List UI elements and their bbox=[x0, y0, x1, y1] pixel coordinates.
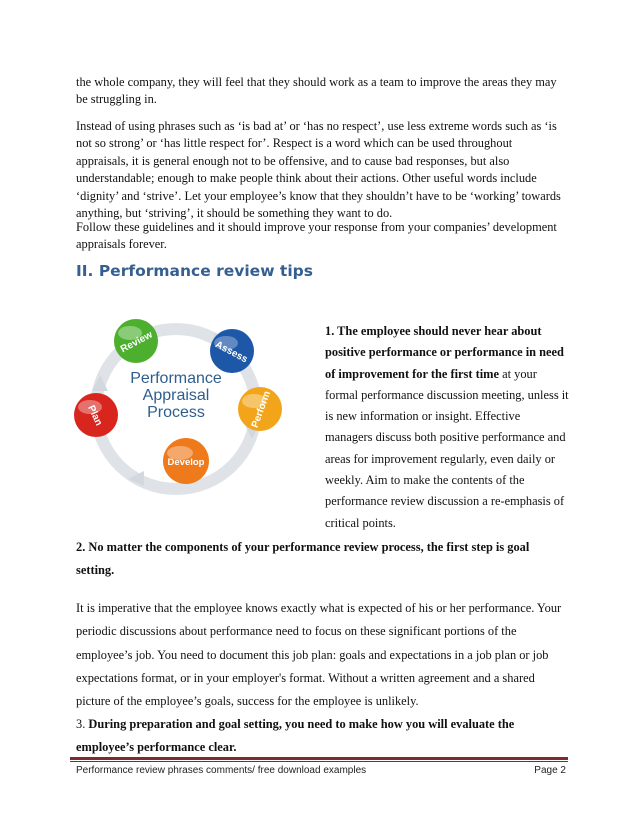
perform-label: Perform bbox=[249, 389, 274, 430]
performance-appraisal-diagram bbox=[64, 311, 294, 501]
tip-3-bold: During preparation and goal setting, you need to make how you will evaluate the employee’s performance clear. bbox=[76, 717, 515, 755]
stage-assess bbox=[210, 329, 254, 373]
diagram-title-line-1: Performance bbox=[130, 370, 222, 387]
stage-develop bbox=[163, 438, 209, 484]
stage-perform bbox=[238, 387, 282, 431]
page-footer bbox=[76, 765, 566, 776]
develop-label: Develop bbox=[167, 457, 205, 468]
tip-3 bbox=[76, 713, 568, 760]
paragraph-guidelines: Follow these guidelines and it should improve your response from your companies’ development appraisals forever. bbox=[76, 220, 557, 252]
tip-3-number: 3. bbox=[76, 717, 89, 731]
paragraph-respect: Instead of using phrases such as ‘is bad at’ or ‘has no respect’, use less extreme words such as ‘is not so strong’ or ‘has little respect for’. Respect is a word which can be used throughout appraisals, it is general enough not to be offensive, and to cause bad responses, but also understandable; enough to make people think about their actions. Other useful words include ‘dignity’ and ‘strive’. Let your employee’s know that they shouldn’t have to be ‘working’ towards anything, but ‘striving’, it should be something they want to do. bbox=[76, 119, 561, 221]
footer-rule bbox=[70, 757, 568, 760]
stage-plan bbox=[74, 393, 118, 437]
diagram-title-line-2: Appraisal bbox=[142, 387, 210, 404]
plan-label: Plan bbox=[85, 403, 105, 428]
footer-rule-thin bbox=[70, 761, 568, 762]
tip-1-bold: 1. The employee should never hear about positive performance or performance in need of improvement for the first time bbox=[325, 324, 564, 381]
tip-1 bbox=[325, 321, 570, 534]
tip-1-body: at your formal performance discussion meeting, unless it is new information or insight. Effective managers discuss both positive performance and areas for improvement regularly, even daily or weekly. Aim to make the contents of the performance review discussion a re-emphasis of critical points. bbox=[325, 366, 569, 530]
footer-title: Performance review phrases comments/ free download examples bbox=[76, 765, 367, 776]
review-label: Review bbox=[118, 329, 155, 356]
assess-label: Assess bbox=[213, 339, 250, 366]
section-heading: II. Performance review tips bbox=[76, 262, 313, 280]
stage-review bbox=[114, 319, 158, 363]
page-number: Page 2 bbox=[534, 765, 566, 776]
tip-2-heading bbox=[76, 536, 568, 583]
paragraph-continuation: the whole company, they will feel that they should work as a team to improve the areas they may be struggling in. bbox=[76, 75, 557, 107]
tip-2-body: It is imperative that the employee knows exactly what is expected of his or her performance. Your periodic discussions about performance need to focus on these significant portions of the employee’s job. You need to document this job plan: goals and expectations in a job plan or job expectations format, or in your employer's format. Without a written agreement and a shared picture of the employee’s goals, success for the employee is unlikely. bbox=[76, 601, 562, 709]
diagram-title-line-3: Process bbox=[147, 404, 205, 421]
tip-2-bold: 2. No matter the components of your performance review process, the first step is goal setting. bbox=[76, 540, 530, 578]
